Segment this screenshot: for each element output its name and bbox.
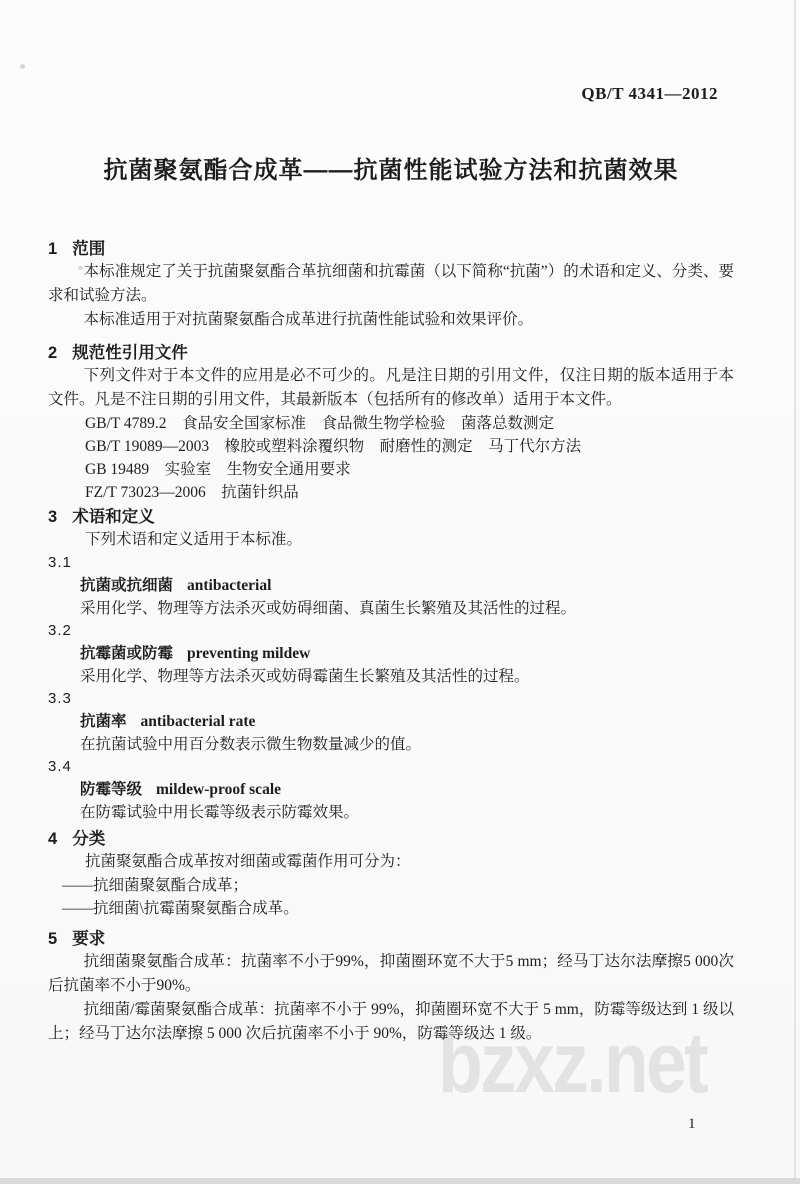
scan-right-edge xyxy=(794,0,796,1184)
watermark: bzxz.net xyxy=(438,1015,706,1111)
section-number: 1 xyxy=(48,240,58,258)
term-definition xyxy=(48,688,734,756)
section-title: 要求 xyxy=(72,930,106,948)
section-heading-classification xyxy=(48,828,734,850)
term-definition-text: 采用化学、物理等方法杀灭或妨碍细菌、真菌生长繁殖及其活性的过程。 xyxy=(80,600,577,617)
page-number: 1 xyxy=(688,1116,696,1132)
term-en: preventing mildew xyxy=(187,645,311,662)
term-zh: 抗霉菌或防霉 xyxy=(80,645,174,662)
section-heading-terms-definitions xyxy=(48,506,734,528)
term-definition-text: 在抗菌试验中用百分数表示微生物数量减少的值。 xyxy=(80,736,422,753)
term-definition-text: 在防霉试验中用长霉等级表示防霉效果。 xyxy=(80,804,360,821)
section-heading-requirements xyxy=(48,928,734,950)
reference-item: GB/T 4789.2 食品安全国家标准 食品微生物学检验 菌落总数测定 xyxy=(85,415,555,432)
section-number: 4 xyxy=(48,830,58,848)
clause-number: 3.2 xyxy=(48,622,72,639)
section-number: 5 xyxy=(48,930,58,948)
classification-item: ——抗细菌\抗霉菌聚氨酯合成革。 xyxy=(62,900,299,917)
paragraph-requirements-1: 抗细菌聚氨酯合成革：抗菌率不小于99%，抑菌圈环宽不大于5 mm；经马丁达尔法摩擦5 000次后抗菌率不小于90%。 xyxy=(48,953,734,994)
paragraph-scope-1: 本标准规定了关于抗菌聚氨酯合革抗细菌和抗霉菌（以下简称“抗菌”）的术语和定义、分类、要求和试验方法。 xyxy=(48,263,734,304)
term-zh: 抗菌率 xyxy=(80,713,127,730)
reference-list xyxy=(48,412,734,504)
clause-number: 3.1 xyxy=(48,554,72,571)
term-heading xyxy=(48,574,734,597)
document-title: 抗菌聚氨酯合成革——抗菌性能试验方法和抗菌效果 xyxy=(103,157,679,184)
term-definition xyxy=(48,620,734,688)
term-en: antibacterial rate xyxy=(140,713,256,730)
clause-number: 3.3 xyxy=(48,690,72,707)
paragraph-classification-intro: 抗菌聚氨酯合成革按对细菌或霉菌作用可分为： xyxy=(85,853,411,870)
paragraph-scope-2: 本标准适用于对抗菌聚氨酯合成革进行抗菌性能试验和效果评价。 xyxy=(83,311,534,328)
term-definition xyxy=(48,552,734,620)
reference-item: GB 19489 实验室 生物安全通用要求 xyxy=(85,461,351,478)
section-heading-scope xyxy=(48,238,734,260)
scan-speck xyxy=(20,64,25,69)
section-title: 规范性引用文件 xyxy=(72,344,188,362)
standard-code: QB/T 4341—2012 xyxy=(581,84,718,103)
term-zh: 抗菌或抗细菌 xyxy=(80,577,174,594)
section-title: 分类 xyxy=(72,830,106,848)
term-heading xyxy=(48,710,734,733)
classification-list xyxy=(48,874,734,920)
term-heading xyxy=(48,642,734,665)
paragraph-requirements-2: 抗细菌/霉菌聚氨酯合成革：抗菌率不小于 99%，抑菌圈环宽不大于 5 mm，防霉等级达到 1 级以上；经马丁达尔法摩擦 5 000 次后抗菌率不小于 90%，防霉等级达 1 级。 xyxy=(48,1001,734,1042)
term-zh: 防霉等级 xyxy=(80,781,143,798)
section-number: 3 xyxy=(48,508,58,526)
clause-number: 3.4 xyxy=(48,758,72,775)
reference-item: GB/T 19089—2003 橡胶或塑料涂覆织物 耐磨性的测定 马丁代尔方法 xyxy=(85,438,582,455)
paragraph-references-intro: 下列文件对于本文件的应用是必不可少的。凡是注日期的引用文件，仅注日期的版本适用于本文件。凡是不注日期的引用文件，其最新版本（包括所有的修改单）适用于本文件。 xyxy=(48,367,734,408)
term-en: antibacterial xyxy=(187,577,272,594)
section-title: 范围 xyxy=(72,240,106,258)
section-title: 术语和定义 xyxy=(72,508,155,526)
scan-bottom-edge xyxy=(0,1178,800,1184)
section-number: 2 xyxy=(48,344,58,362)
term-en: mildew-proof scale xyxy=(156,781,281,798)
document-content xyxy=(48,0,734,1046)
section-heading-normative-references xyxy=(48,342,734,364)
term-heading xyxy=(48,778,734,801)
reference-item: FZ/T 73023—2006 抗菌针织品 xyxy=(85,484,299,501)
term-definition-text: 采用化学、物理等方法杀灭或妨碍霉菌生长繁殖及其活性的过程。 xyxy=(80,668,530,685)
paragraph-terms-intro: 下列术语和定义适用于本标准。 xyxy=(85,531,303,548)
term-definition xyxy=(48,756,734,824)
classification-item: ——抗细菌聚氨酯合成革； xyxy=(62,877,249,894)
